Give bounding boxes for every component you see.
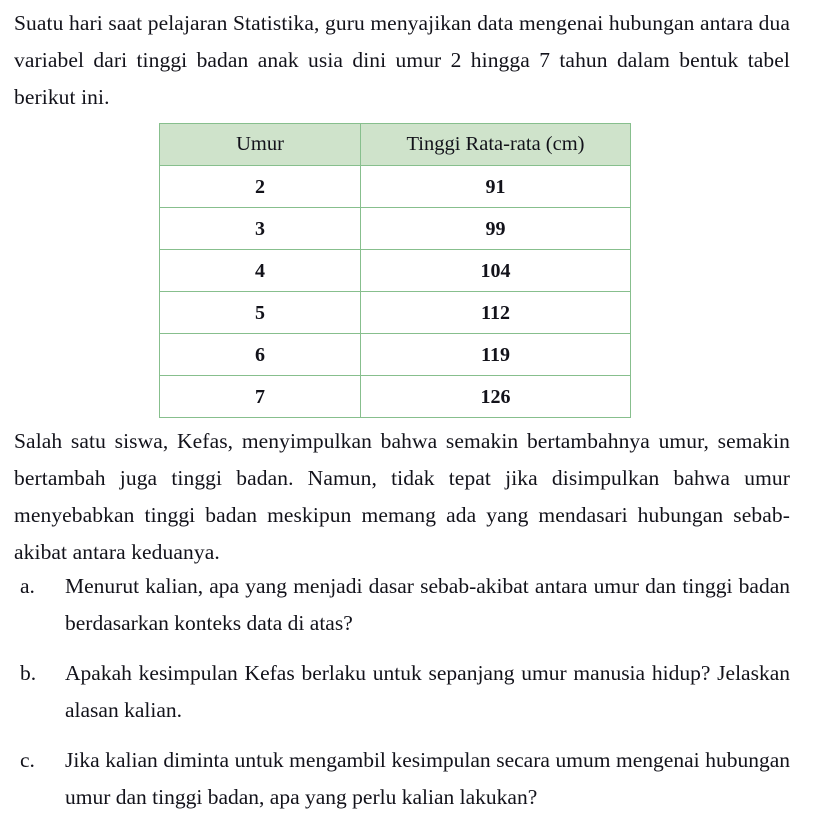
- table-row: [160, 250, 631, 292]
- kefas-paragraph: Salah satu siswa, Kefas, menyimpulkan bahwa semakin bertambahnya umur, semakin bertambah juga tinggi badan. Namun, tidak tepat jika disimpulkan bahwa umur menyebabkan tinggi badan meskipun memang ada yang mendasari hubungan sebab-akibat antara keduanya.: [14, 429, 790, 564]
- cell-umur: 5: [160, 292, 361, 334]
- cell-tinggi: 104: [361, 250, 631, 292]
- table-head: [160, 124, 631, 166]
- list-item-marker: b.: [20, 661, 37, 685]
- cell-tinggi: 119: [361, 334, 631, 376]
- column-header-tinggi: Tinggi Rata-rata (cm): [361, 124, 631, 166]
- column-header-umur: Umur: [160, 124, 361, 166]
- table-row: [160, 334, 631, 376]
- cell-tinggi: 112: [361, 292, 631, 334]
- cell-umur: 6: [160, 334, 361, 376]
- list-item-text: Menurut kalian, apa yang menjadi dasar sebab-akibat antara umur dan tinggi badan berdasarkan konteks data di atas?: [65, 574, 790, 635]
- table-body: [160, 166, 631, 418]
- list-item-text: Jika kalian diminta untuk mengambil kesimpulan secara umum mengenai hubungan umur dan tinggi badan, apa yang perlu kalian lakukan?: [65, 748, 790, 809]
- table-row: [160, 166, 631, 208]
- list-item-text: Apakah kesimpulan Kefas berlaku untuk sepanjang umur manusia hidup? Jelaskan alasan kalian.: [65, 661, 790, 722]
- list-item: [14, 568, 790, 642]
- umur-tinggi-table: [159, 123, 631, 418]
- cell-umur: 7: [160, 376, 361, 418]
- cell-umur: 4: [160, 250, 361, 292]
- table-row: [160, 292, 631, 334]
- cell-tinggi: 91: [361, 166, 631, 208]
- data-table-container: [159, 123, 631, 418]
- cell-tinggi: 126: [361, 376, 631, 418]
- cell-umur: 3: [160, 208, 361, 250]
- question-list: [14, 568, 790, 816]
- cell-tinggi: 99: [361, 208, 631, 250]
- intro-paragraph: Suatu hari saat pelajaran Statistika, guru menyajikan data mengenai hubungan antara dua variabel dari tinggi badan anak usia dini umur 2 hingga 7 tahun dalam bentuk tabel berikut ini.: [14, 11, 790, 109]
- table-row: [160, 376, 631, 418]
- list-item-marker: a.: [20, 574, 35, 598]
- cell-umur: 2: [160, 166, 361, 208]
- table-row: [160, 208, 631, 250]
- list-item: [14, 655, 790, 729]
- table-header-row: [160, 124, 631, 166]
- list-item: [14, 742, 790, 816]
- list-item-marker: c.: [20, 748, 35, 772]
